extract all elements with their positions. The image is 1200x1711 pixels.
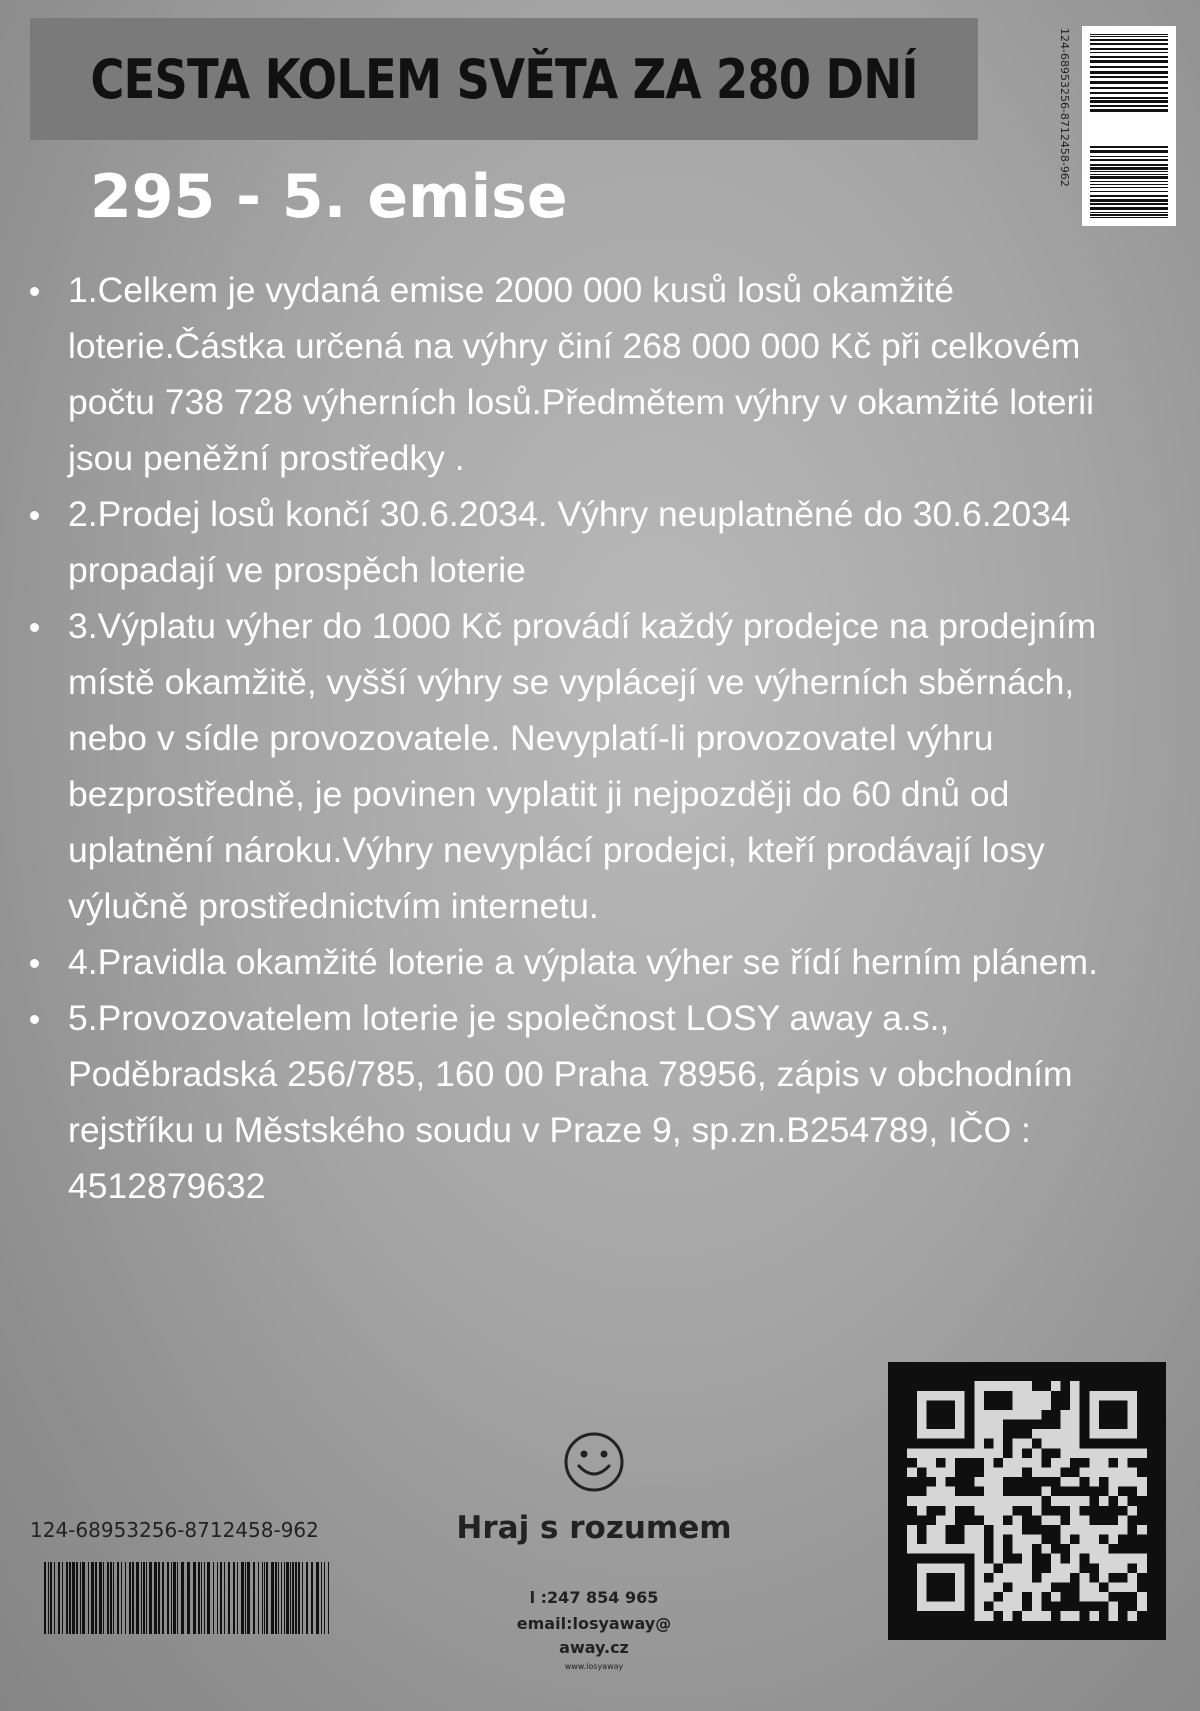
bullet-icon bbox=[30, 511, 39, 520]
rule-item bbox=[30, 598, 1150, 934]
contact-email: email:losyaway@ bbox=[516, 1614, 672, 1633]
contact-email-domain: away.cz bbox=[559, 1638, 629, 1657]
contact-website: www.losyaway bbox=[564, 1662, 624, 1671]
bullet-icon bbox=[30, 959, 39, 968]
rule-text: 2.Prodej losů končí 30.6.2034. Výhry neuplatněné do 30.6.2034 propadají ve prospěch loterie bbox=[68, 494, 1071, 590]
rule-text: 5.Provozovatelem loterie je společnost LOSY away a.s., Poděbradská 256/785, 160 00 Praha 78956, zápis v obchodním rejstříku u Městského soudu v Praze 9, sp.zn.B254789, IČO : 4512879632 bbox=[68, 998, 1073, 1206]
vertical-ticket-code: 124-68953256-8712458-962 bbox=[1058, 28, 1071, 187]
vertical-barcode bbox=[1082, 26, 1176, 226]
bullet-icon bbox=[30, 1015, 39, 1024]
rule-item bbox=[30, 990, 1150, 1214]
ticket-title: CESTA KOLEM SVĚTA ZA 280 DNÍ bbox=[90, 47, 918, 111]
title-bar bbox=[30, 18, 978, 140]
rule-item bbox=[30, 486, 1150, 598]
rule-text: 4.Pravidla okamžité loterie a výplata výher se řídí herním plánem. bbox=[68, 942, 1098, 982]
emission-number: 295 - 5. emise bbox=[90, 162, 568, 232]
barcode-icon bbox=[1090, 34, 1168, 218]
rule-text: 3.Výplatu výher do 1000 Kč provádí každý prodejce na prodejním místě okamžitě, vyšší výhry se vyplácejí ve výherních sběrnách, nebo v sídle provozovatele. Nevyplatí-li provozovatel výhru bezprostředně, je povinen vyplatit ji nejpozději do 60 dnů od uplatnění nároku.Výhry nevyplácí prodejci, kteří prodávají losy výlučně prostřednictvím internetu. bbox=[68, 606, 1097, 926]
qr-code-icon bbox=[888, 1362, 1166, 1640]
bullet-icon bbox=[30, 623, 39, 632]
smiley-icon bbox=[562, 1430, 626, 1494]
footer-ticket-code: 124-68953256-8712458-962 bbox=[30, 1518, 319, 1542]
contact-phone: l :247 854 965 bbox=[529, 1588, 659, 1607]
slogan: Hraj s rozumem bbox=[456, 1510, 732, 1546]
rules-list bbox=[30, 262, 1150, 1214]
rule-text: 1.Celkem je vydaná emise 2000 000 kusů losů okamžité loterie.Částka určená na výhry činí 268 000 000 Kč při celkovém počtu 738 728 výherních losů.Předmětem výhry v okamžité loterii jsou peněžní prostředky . bbox=[68, 270, 1095, 478]
bullet-icon bbox=[30, 287, 39, 296]
rule-item bbox=[30, 934, 1150, 990]
rule-item bbox=[30, 262, 1150, 486]
